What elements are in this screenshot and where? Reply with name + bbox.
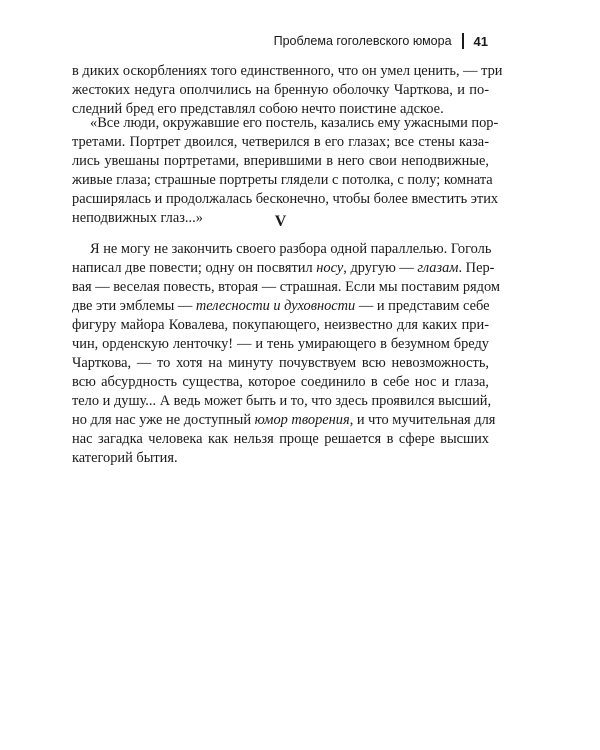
- page-number: 41: [473, 33, 488, 49]
- running-head-title: Проблема гоголевского юмора: [273, 34, 452, 48]
- text-run: — и представим себе: [355, 298, 490, 314]
- text-line: [72, 259, 495, 278]
- text-line: жестоких недуга ополчились на бренную оболочку Чарткова, и по-: [72, 82, 489, 98]
- text-line: следний бред его представлял собою нечто поистине адское.: [72, 101, 444, 117]
- emphasis-humor-of-creation: юмор творения: [254, 412, 350, 428]
- emphasis-corporeality: телесности и духовности: [195, 298, 356, 314]
- text-run: , и что мучительная для: [349, 412, 496, 428]
- paragraph-continuation: [72, 62, 503, 119]
- text-line: расширялась и продолжалась бесконечно, чтобы более вместить этих: [72, 191, 499, 207]
- text-line: нас загадка человека как нельзя проще решается в сфере высших: [72, 431, 489, 447]
- text-run: . Пер-: [458, 260, 495, 276]
- text-run: но для нас уже не доступный: [72, 412, 255, 428]
- text-line: лись увешаны портретами, вперившими в него свои неподвижные,: [72, 153, 489, 169]
- text-run: , другую —: [343, 260, 418, 276]
- text-line: категорий бытия.: [72, 450, 178, 466]
- text-line: всю абсурдность существа, которое соединило в себе нос и глаза,: [72, 374, 489, 390]
- concluding-paragraph: [72, 240, 501, 468]
- text-line: неподвижных глаз...»: [72, 210, 203, 226]
- text-run: две эти эмблемы —: [72, 298, 196, 314]
- running-head: [274, 32, 488, 50]
- text-line: фигуру майора Ковалева, покупающего, неизвестно для каких при-: [72, 317, 489, 333]
- text-line: [72, 297, 489, 316]
- quotation-paragraph: [72, 114, 499, 228]
- text-line: вая — веселая повесть, вторая — страшная. Если мы поставим рядом: [72, 279, 501, 295]
- text-run: написал две повести; одну он посвятил: [72, 260, 317, 276]
- text-line: тело и душу... А ведь может быть и то, что здесь проявился высший,: [72, 393, 492, 409]
- emphasis-nose: носу: [316, 260, 344, 276]
- emphasis-eyes: глазам: [417, 260, 459, 276]
- text-line: Чарткова, — то хотя на минуту почувствуем всю невозможность,: [72, 355, 489, 371]
- text-line: чин, орденскую ленточку! — и тень умирающего в безумном бреду: [72, 336, 489, 352]
- text-line: живые глаза; страшные портреты глядели с потолка, с полу; комната: [72, 172, 493, 188]
- text-line: [72, 411, 496, 430]
- text-line: в диких оскорблениях того единственного, что он умел ценить, — три: [72, 63, 503, 79]
- text-line: Я не могу не закончить своего разбора одной параллелью. Гоголь: [90, 241, 492, 257]
- chapter-heading: V: [274, 213, 287, 230]
- text-line: «Все люди, окружавшие его постель, казались ему ужасными пор-: [90, 115, 499, 131]
- text-line: третами. Портрет двоился, четверился в его глазах; все стены каза-: [72, 134, 489, 150]
- running-head-divider: [462, 33, 464, 49]
